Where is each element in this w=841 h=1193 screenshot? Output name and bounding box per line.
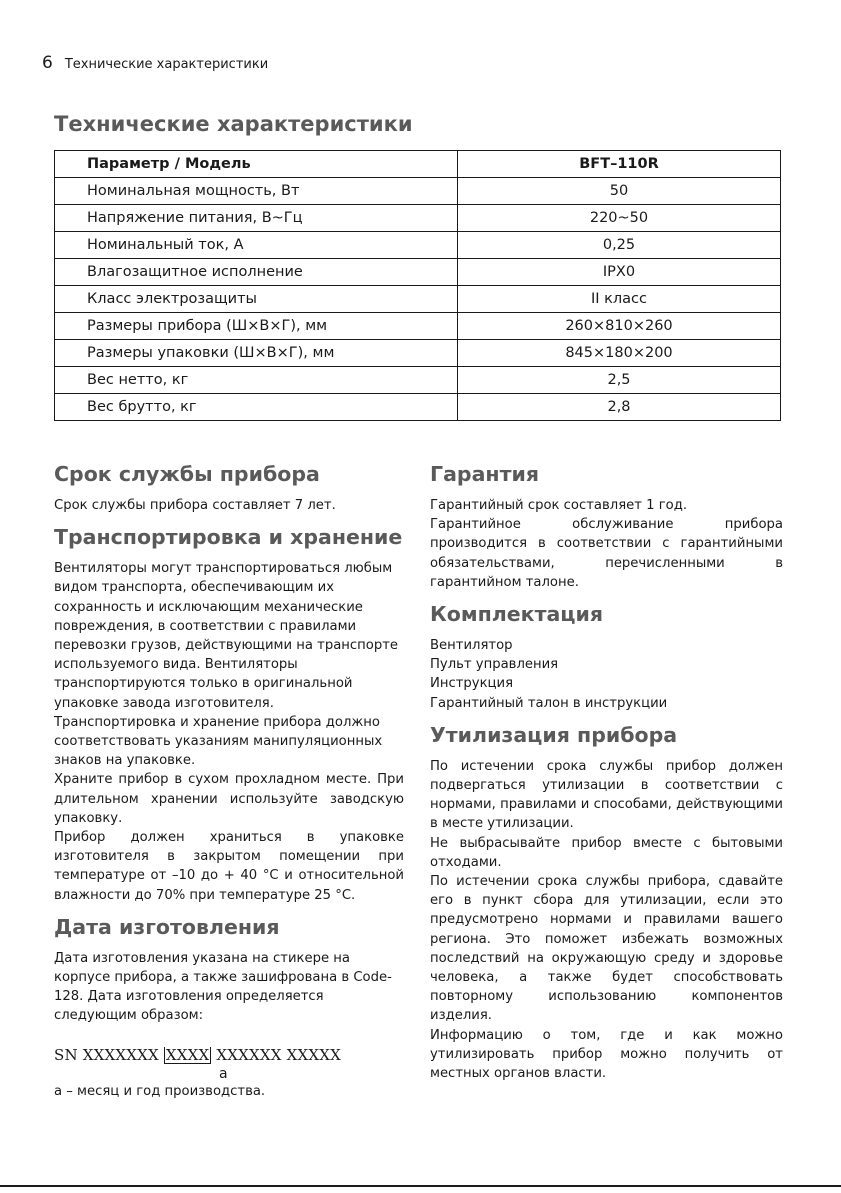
param-cell: Номинальная мощность, Вт <box>55 178 458 205</box>
service-life-title: Срок службы прибора <box>54 462 320 486</box>
page-number: 6 <box>42 53 53 73</box>
table-row <box>55 205 781 232</box>
param-cell: Номинальный ток, А <box>55 232 458 259</box>
kit-item: Инструкция <box>430 676 514 692</box>
page-bottom-rule <box>0 1185 841 1187</box>
model-header: BFT–110R <box>458 151 781 178</box>
left-column <box>54 462 404 1101</box>
transport-paragraph: Транспортировка и хранение прибора должно соответствовать указаниям манипуляционных знаков на упаковке. <box>54 714 383 769</box>
manufacture-title: Дата изготовления <box>54 914 280 939</box>
value-cell: II класс <box>458 286 781 313</box>
specs-table-header <box>55 151 781 178</box>
disposal-paragraph: По истечении срока службы прибор должен подвергаться утилизации в соответствии с нормами, правилами и способами, действующими в месте утилизации. <box>430 758 783 832</box>
value-cell: 260×810×260 <box>458 313 781 340</box>
transport-paragraph: Вентиляторы могут транспортироваться любым видом транспорта, обеспечивающим их сохранность и исключающим механические повреждения, в соответствии с правилами перевозки грузов, действующими на транспорте используемого вида. Вентиляторы транспортируются только в оригинальной упаковке завода изготовителя. <box>54 561 399 711</box>
running-title: Технические характеристики <box>64 57 269 72</box>
sn-date-code: XXXX <box>165 1045 210 1064</box>
table-row <box>55 367 781 394</box>
table-row <box>55 313 781 340</box>
sn-suffix: XXXXXX XXXXX <box>216 1045 342 1064</box>
param-cell: Класс электрозащиты <box>55 286 458 313</box>
disposal-paragraph: По истечении срока службы прибора, сдавайте его в пункт сбора для утилизации, если это предусмотрено нормами и правилами вашего региона. Это поможет избежать возможных последствий на окружающую среду и здоровье человека, а также будет способствовать повторному использованию компонентов изделия. <box>430 874 783 1024</box>
manufacture-text: Дата изготовления указана на стикере на корпусе прибора, а также зашифрована в Code-128. Дата изготовления определяется следующим образом: <box>54 950 392 1024</box>
page-header <box>42 53 268 73</box>
table-row <box>55 394 781 421</box>
param-cell: Напряжение питания, В~Гц <box>55 205 458 232</box>
value-cell: 2,8 <box>458 394 781 421</box>
table-row <box>55 178 781 205</box>
value-cell: IPX0 <box>458 259 781 286</box>
disposal-paragraph: Информацию о том, где и как можно утилизировать прибор можно получить от местных органов власти. <box>430 1027 783 1082</box>
sn-prefix: SN XXXXXXX <box>54 1045 159 1064</box>
table-row <box>55 286 781 313</box>
kit-item: Вентилятор <box>430 638 513 654</box>
param-cell: Размеры упаковки (Ш×В×Г), мм <box>55 340 458 367</box>
warranty-paragraph: Гарантийный срок составляет 1 год. <box>430 498 688 513</box>
value-cell: 50 <box>458 178 781 205</box>
kit-title: Комплектация <box>430 602 604 627</box>
kit-item: Гарантийный талон в инструкции <box>430 695 668 711</box>
warranty-title: Гарантия <box>430 462 539 486</box>
param-cell: Размеры прибора (Ш×В×Г), мм <box>55 313 458 340</box>
param-header: Параметр / Модель <box>55 151 458 178</box>
table-row <box>55 340 781 367</box>
transport-paragraph: Прибор должен храниться в упаковке изготовителя в закрытом помещении при температуре от –10 до + 40 °С и относительной влажности до 70% при температуре 25 °С. <box>54 830 404 903</box>
disposal-title: Утилизация прибора <box>430 722 678 747</box>
param-cell: Влагозащитное исполнение <box>55 259 458 286</box>
disposal-paragraph: Не выбрасывайте прибор вместе с бытовыми отходами. <box>430 835 783 870</box>
table-row <box>55 259 781 286</box>
value-cell: 2,5 <box>458 367 781 394</box>
specs-title: Технические характеристики <box>54 112 413 136</box>
serial-number <box>54 1046 404 1064</box>
transport-paragraph: Храните прибор в сухом прохладном месте. При длительном хранении используйте заводскую упаковку. <box>54 772 404 826</box>
table-row <box>55 232 781 259</box>
value-cell: 845×180×200 <box>458 340 781 367</box>
warranty-paragraph: Гарантийное обслуживание прибора производится в соответствии с гарантийными обязательствами, перечисленными в гарантийном талоне. <box>430 517 783 590</box>
value-cell: 220~50 <box>458 205 781 232</box>
sn-note: a – месяц и год производства. <box>54 1083 266 1099</box>
serial-number-diagram <box>54 1046 404 1082</box>
right-column <box>430 462 783 1083</box>
service-life-text: Срок службы прибора составляет 7 лет. <box>54 498 336 513</box>
value-cell: 0,25 <box>458 232 781 259</box>
sn-date-code-label: a <box>219 1065 228 1082</box>
kit-item: Пульт управления <box>430 657 559 673</box>
transport-title: Транспортировка и хранение <box>54 525 403 550</box>
param-cell: Вес нетто, кг <box>55 367 458 394</box>
param-cell: Вес брутто, кг <box>55 394 458 421</box>
specs-table <box>54 150 781 421</box>
